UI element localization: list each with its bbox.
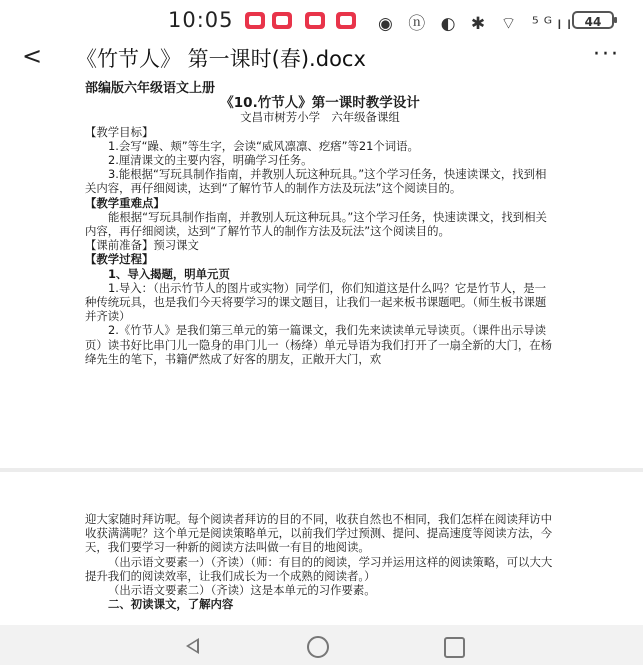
nav-recent-apps-icon[interactable] (444, 637, 465, 658)
title-bar (0, 40, 643, 76)
document-paragraph: 部编版六年级语文上册 (85, 81, 216, 96)
app-notification-icon (305, 12, 325, 29)
document-paragraph: 1.会写“躁、颊”等生字，会读“威风凛凛、疙瘩”等21个词语。 (108, 138, 419, 153)
document-paragraph: 迎大家随时拜访呢。每个阅读者拜访的目的不同，收获自然也不相同，我们怎样在阅读拜访中收获满满呢？这个单元是阅读策略单元，以前我们学过预测、提问、提高速度等阅读方法，今天，我们要学习一种新的阅读方法叫做一有目的地阅读。 (85, 512, 553, 555)
document-title: 《竹节人》 第一课时(春).docx (76, 47, 366, 71)
document-paragraph: 3.能根据“写玩具制作指南，并教别人玩这种玩具。”这个学习任务，快速读课文，找到相关内容，再仔细阅读，达到“了解竹节人的制作方法及玩法”这个阅读目的。 (85, 167, 547, 196)
document-page-2 (85, 512, 555, 611)
document-paragraph: （出示语文要素二）（齐读）这是本单元的习作要素。 (108, 583, 376, 598)
document-paragraph: 【教学过程】 (85, 252, 154, 267)
document-paragraph: 2.《竹节人》是我们第三单元的第一篇课文，我们先来读读单元导读页。（课件出示导读页）读书好比串门儿一隐身的串门儿一（杨绛）单元导语为我们打开了一扇全新的大门，在杨绛先生的笔下，书籍俨然成了好客的朋友，正敞开大门，欢 (85, 323, 553, 366)
battery-icon: 44 (572, 11, 614, 29)
document-paragraph: 1、导入揭题，明单元页 (108, 266, 230, 281)
document-paragraph: 能根据“写玩具制作指南，并教别人玩这种玩具。”这个学习任务，快速读课文，找到相关内容，再仔细阅读，达到“了解竹节人的制作方法及玩法”这个阅读目的。 (85, 209, 547, 239)
document-paragraph: 《10.竹节人》第一课时教学设计 (220, 95, 420, 112)
document-paragraph: 文昌市树芳小学 六年级备课组 (240, 110, 400, 125)
page-separator (0, 468, 643, 472)
document-paragraph: 【课前准备】预习课文 (85, 238, 199, 253)
status-bar (0, 0, 643, 40)
document-paragraph: （出示语文要素一）（齐读）（师：有目的的阅读，学习并运用这样的阅读策略，可以大大提升我们的阅读效率，让我们成长为一个成熟的阅读者。） (85, 554, 553, 583)
document-page-1 (85, 82, 555, 366)
nav-home-icon[interactable] (307, 636, 329, 658)
document-paragraph: 2.厘清课文的主要内容，明确学习任务。 (108, 153, 313, 168)
app-notification-icon (245, 12, 265, 29)
more-options-button[interactable]: ··· (593, 42, 620, 67)
document-paragraph: 1.导入：（出示竹节人的图片或实物）同学们，你们知道这是什么吗？它是竹节人，是一种传统玩具，也是我们今天将要学习的课文题目，让我们一起来板书课题吧。（师生板书课题并齐读） (85, 280, 547, 324)
back-button[interactable]: < (22, 42, 43, 70)
clock: 10:05 (168, 8, 234, 32)
nav-back-icon[interactable] (186, 638, 199, 654)
app-notification-icon (336, 12, 356, 29)
document-paragraph: 【教学重难点】 (85, 195, 165, 210)
app-notification-icon (272, 12, 292, 29)
document-paragraph: 二、初读课文，了解内容 (108, 597, 234, 612)
document-paragraph: 【教学目标】 (85, 124, 154, 139)
system-status-icons: ◉ ⓝ ◐ ✱ ⌔ ⁵ᴳıı (378, 14, 577, 34)
navigation-bar (0, 625, 643, 665)
